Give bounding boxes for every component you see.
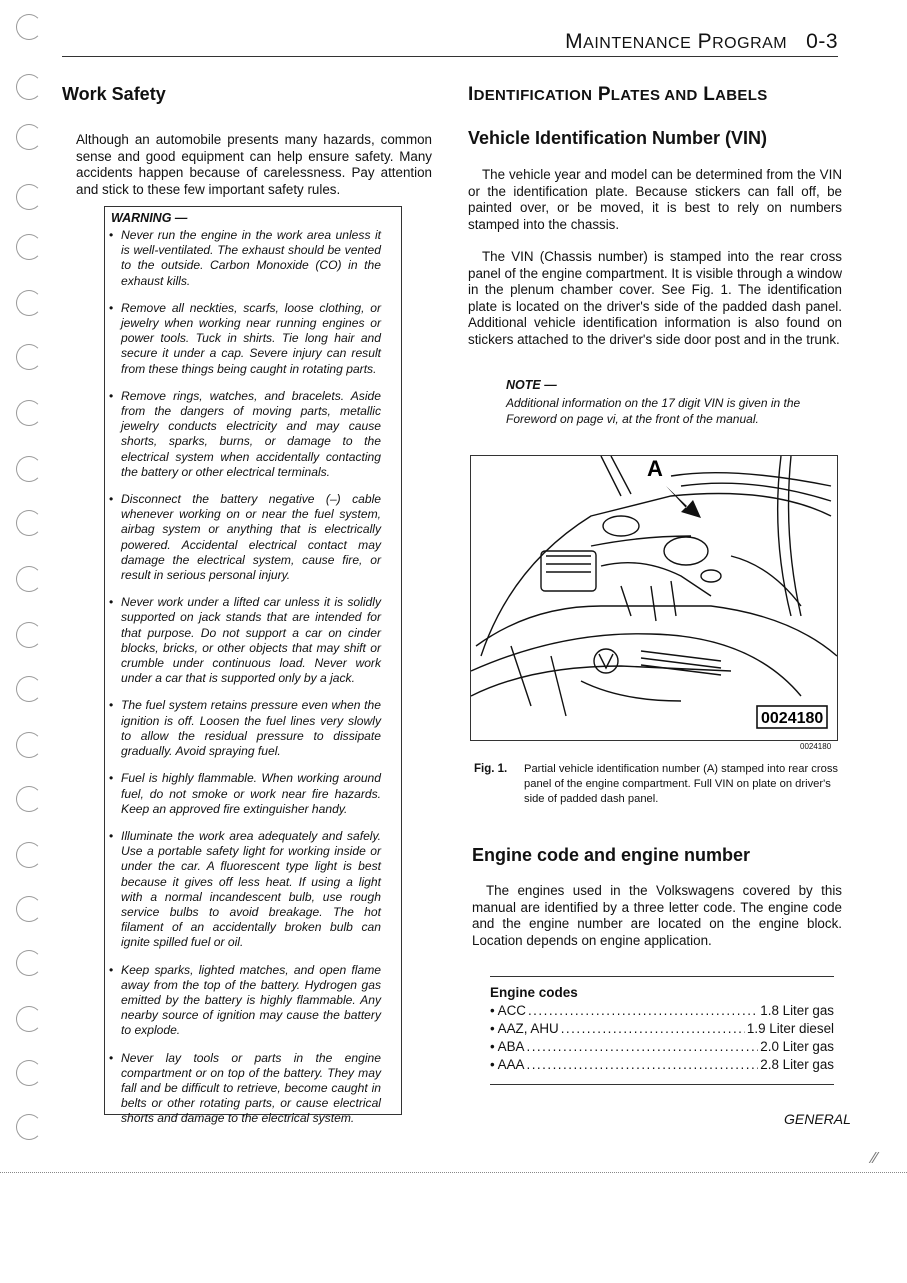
vin-heading: Vehicle Identification Number (VIN) — [468, 128, 768, 148]
note-text: Additional information on the 17 digit VIN is given in the Foreword on page vi, at the front of the manual. — [506, 396, 801, 426]
work-safety-intro: Although an automobile presents many hazards, common sense and good equipment can help ensure safety. Many accidents happen because of carelessness. Pay attention and stick to these few important safety rules. — [76, 132, 432, 197]
binder-hole — [16, 622, 42, 648]
binder-hole — [16, 456, 42, 482]
binder-hole — [16, 1060, 42, 1086]
binder-hole — [16, 290, 42, 316]
engine-compartment-figure — [470, 455, 838, 741]
warning-item: • The fuel system retains pressure even when the ignition is off. Loosen the fuel lines very slowly to allow the residual pressure to dissipate gradually. Avoid spraying fuel. — [109, 698, 381, 759]
heading-rest: LATES AND — [610, 87, 698, 104]
figure-label: Fig. 1. — [474, 763, 508, 775]
heading-cap: P — [597, 84, 611, 105]
binder-hole — [16, 344, 42, 370]
callout-arrow — [666, 486, 701, 518]
figure-callout: A — [647, 456, 663, 481]
identification-heading — [468, 84, 842, 106]
warning-item: • Remove all neckties, scarfs, loose clothing, or jewelry when working near running engines or power tools. Tuck in shirts. Tie long hair and secure it under a cap. Severe injury can result from these things being caught in rotating parts. — [109, 301, 381, 377]
page-number: 0-3 — [806, 30, 838, 53]
figure-number-tag: 0024180 — [761, 710, 824, 727]
title-rest: AINTENANCE — [583, 35, 692, 52]
binder-hole — [16, 184, 42, 210]
title-cap: M — [565, 30, 584, 53]
engine-displacement: 2.8 Liter gas — [760, 1057, 834, 1072]
right-column — [468, 84, 842, 348]
binder-hole — [16, 14, 42, 40]
binder-hole — [16, 786, 42, 812]
dot-leader — [528, 1002, 758, 1020]
vin-paragraph-2: The VIN (Chassis number) is stamped into the rear cross panel of the engine compartment. It is visible through a window in the plenum chamber cover. See Fig. 1. The identification plate is located on the driver's side of the padded dash panel. Additional vehicle identification information is also found on stickers attached to the driver's side door post and in the trunk. — [468, 249, 842, 347]
binder-hole — [16, 566, 42, 592]
binder-hole — [16, 896, 42, 922]
binder-hole — [16, 74, 42, 100]
binder-hole — [16, 1006, 42, 1032]
title-cap: P — [697, 30, 713, 53]
engine-code-paragraph: The engines used in the Volkswagens covered by this manual are identified by a three letter code. The engine code and the engine number are located on the engine block. Location depends on engine application. — [472, 883, 842, 948]
battery-shape — [541, 551, 596, 591]
engine-code: • ACC — [490, 1003, 526, 1018]
engine-code-row — [490, 1056, 834, 1074]
warning-item: • Fuel is highly flammable. When working around fuel, do not smoke or work near fire hazards. Keep an approved fire extinguisher handy. — [109, 771, 381, 817]
work-safety-heading: Work Safety — [62, 84, 166, 104]
footer-section-label: GENERAL — [784, 1111, 851, 1127]
page-bottom-rule — [0, 1172, 907, 1173]
binder-hole — [16, 950, 42, 976]
binder-hole — [16, 676, 42, 702]
warning-item: • Never work under a lifted car unless it is solidly supported on jack stands that are intended for that purpose. Do not support a car on cinder blocks, bricks, or other objects that may shift or crumble under continuous load. Never work under a car that is supported only by a jack. — [109, 595, 381, 686]
warning-item: • Never lay tools or parts in the engine compartment or on top of the battery. They may fall and be difficult to retrieve, become caught in belts or other rotating parts, or cause electrical shorts and damage to the electrical system. — [109, 1051, 381, 1127]
binder-hole — [16, 1114, 42, 1140]
binder-hole — [16, 234, 42, 260]
binder-holes — [10, 0, 50, 1160]
figure-caption: Partial vehicle identification number (A) stamped into rear cross panel of the engine compartment. Full VIN on plate on driver's side of padded dash panel. — [524, 763, 839, 806]
dot-leader — [561, 1020, 745, 1038]
title-rest: ROGRAM — [712, 35, 788, 52]
engine-codes-title: Engine codes — [490, 985, 578, 1000]
warning-item: • Keep sparks, lighted matches, and open flame away from the top of the battery. Hydrogen gas emitted by the battery is highly flammable. Any nearby source of ignition may cause the battery to explode. — [109, 963, 381, 1039]
dot-leader — [526, 1056, 758, 1074]
engine-code: • AAZ, AHU — [490, 1021, 559, 1036]
hood-edge — [481, 494, 831, 657]
dot-leader — [526, 1038, 758, 1056]
engine-displacement: 2.0 Liter gas — [760, 1039, 834, 1054]
heading-cap: L — [703, 84, 716, 105]
page-corner-mark: ⁄⁄ — [872, 1150, 878, 1167]
warning-item: • Disconnect the battery negative (–) cable whenever working on or near the fuel system, airbag system or anything that is electrically powered. Accidental electrical contact may damage the electrical system, cause fire, or result in serious personal injury. — [109, 492, 381, 583]
warning-list — [109, 228, 381, 1139]
binder-hole — [16, 842, 42, 868]
engine-codes-table — [490, 976, 834, 1085]
engine-code-heading: Engine code and engine number — [472, 845, 751, 865]
heading-rest: DENTIFICATION — [473, 87, 593, 104]
warning-title: WARNING — — [111, 211, 188, 225]
engine-displacement: 1.9 Liter diesel — [746, 1021, 834, 1036]
running-header — [62, 28, 838, 57]
engine-illustration — [471, 456, 837, 740]
engine-code: • ABA — [490, 1039, 525, 1054]
heading-cap: I — [468, 84, 474, 105]
binder-hole — [16, 124, 42, 150]
engine-code-row — [490, 1038, 834, 1056]
heading-rest: ABELS — [715, 87, 768, 104]
engine-code: • AAA — [490, 1057, 525, 1072]
engine-displacement: 1.8 Liter gas — [760, 1003, 834, 1018]
figure-code: 0024180 — [800, 742, 832, 751]
note-title: NOTE — — [506, 378, 557, 392]
binder-hole — [16, 732, 42, 758]
binder-hole — [16, 400, 42, 426]
warning-item: • Never run the engine in the work area unless it is well-ventilated. The exhaust should be vented to the outside. Carbon Monoxide (CO) in the exhaust kills. — [109, 228, 381, 289]
vin-paragraph-1: The vehicle year and model can be determined from the VIN or the identification plate. Because stickers can fall off, be painted over, or be moved, it is best to rely on numbers stamped into the chassis. — [468, 167, 842, 232]
warning-item: • Illuminate the work area adequately and safely. Use a portable safety light for working inside or under the car. A fluorescent type light is best because it gives off less heat. If using a light with a normal incandescent bulb, use rough service bulbs to avoid breakage. The hot filament of an accidentally broken bulb can ignite spilled fuel or oil. — [109, 829, 381, 951]
warning-box — [104, 206, 402, 1126]
engine-code-row — [490, 1002, 834, 1020]
left-column — [62, 84, 432, 198]
engine-code-row — [490, 1020, 834, 1038]
page-title — [565, 30, 838, 54]
binder-hole — [16, 510, 42, 536]
warning-item: • Remove rings, watches, and bracelets. Aside from the dangers of moving parts, metallic jewelry conducts electricity and may cause shorts, sparks, burns, or damage to the electrical system when accidentally contacting the battery or other electrical terminals. — [109, 389, 381, 480]
